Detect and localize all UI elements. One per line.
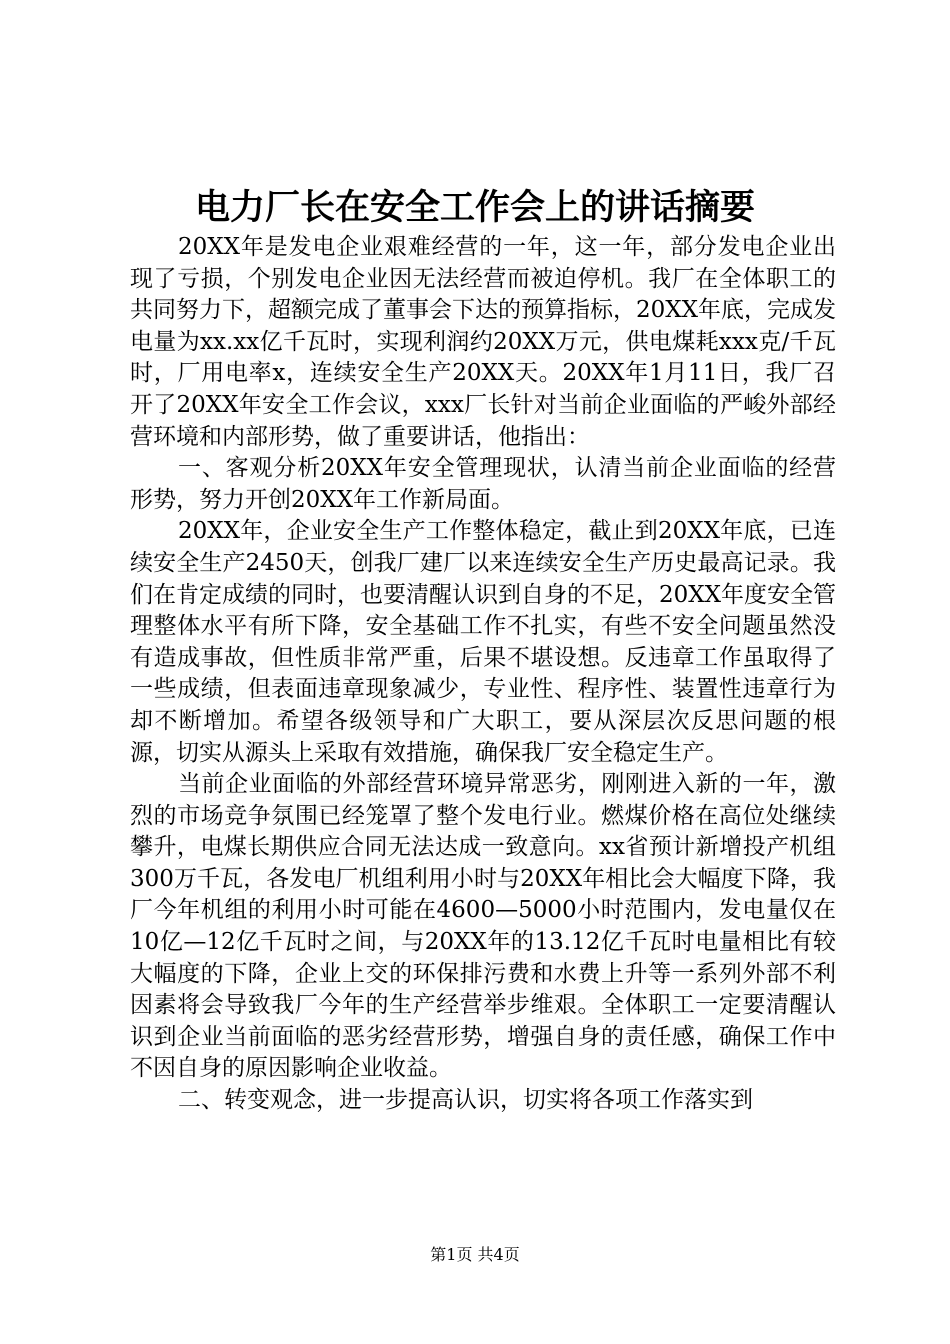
page-footer [0, 1244, 950, 1266]
paragraph-2: 一、客观分析20XX年安全管理现状，认清当前企业面临的经营形势，努力开创20XX年工作新局面。 [130, 455, 836, 513]
paragraph-3: 20XX年，企业安全生产工作整体稳定，截止到20XX年底，已连续安全生产2450天，创我厂建厂以来连续安全生产历史最高记录。我们在肯定成绩的同时，也要清醒认识到自身的不足，20XX年度安全管理整体水平有所下降，安全基础工作不扎实，有些不安全问题虽然没有造成事故，但性质非常严重，后果不堪设想。反违章工作虽取得了一些成绩，但表面违章现象减少，专业性、程序性、装置性违章行为却不断增加。希望各级领导和广大职工，要从深层次反思问题的根源，切实从源头上采取有效措施，确保我厂安全稳定生产。 [130, 518, 837, 766]
document-title: 电力厂长在安全工作会上的讲话摘要 [194, 187, 755, 228]
paragraph-5: 二、转变观念，进一步提高认识，切实将各项工作落实到 [178, 1087, 753, 1114]
document-body [130, 232, 836, 1117]
page-number-label: 第1页 共4页 [430, 1245, 520, 1264]
paragraph-1: 20XX年是发电企业艰难经营的一年，这一年，部分发电企业出现了亏损，个别发电企业因无法经营而被迫停机。我厂在全体职工的共同努力下，超额完成了董事会下达的预算指标，20XX年底，完成发电量为xx.xx亿千瓦时，实现利润约20XX万元，供电煤耗xxx克/千瓦时，厂用电率x，连续安全生产20XX天。20XX年1月11日，我厂召开了20XX年安全工作会议，xxx厂长针对当前企业面临的严峻外部经营环境和内部形势，做了重要讲话，他指出： [130, 234, 837, 450]
paragraph-4: 当前企业面临的外部经营环境异常恶劣，刚刚进入新的一年，激烈的市场竞争氛围已经笼罩了整个发电行业。燃煤价格在高位处继续攀升，电煤长期供应合同无法达成一致意向。xx省预计新增投产机组300万千瓦，各发电厂机组利用小时与20XX年相比会大幅度下降，我厂今年机组的利用小时可能在4600—5000小时范围内，发电量仅在10亿—12亿千瓦时之间，与20XX年的13.12亿千瓦时电量相比有较大幅度的下降，企业上交的环保排污费和水费上升等一系列外部不利因素将会导致我厂今年的生产经营举步维艰。全体职工一定要清醒认识到企业当前面临的恶劣经营形势，增强自身的责任感，确保工作中不因自身的原因影响企业收益。 [130, 771, 836, 1082]
